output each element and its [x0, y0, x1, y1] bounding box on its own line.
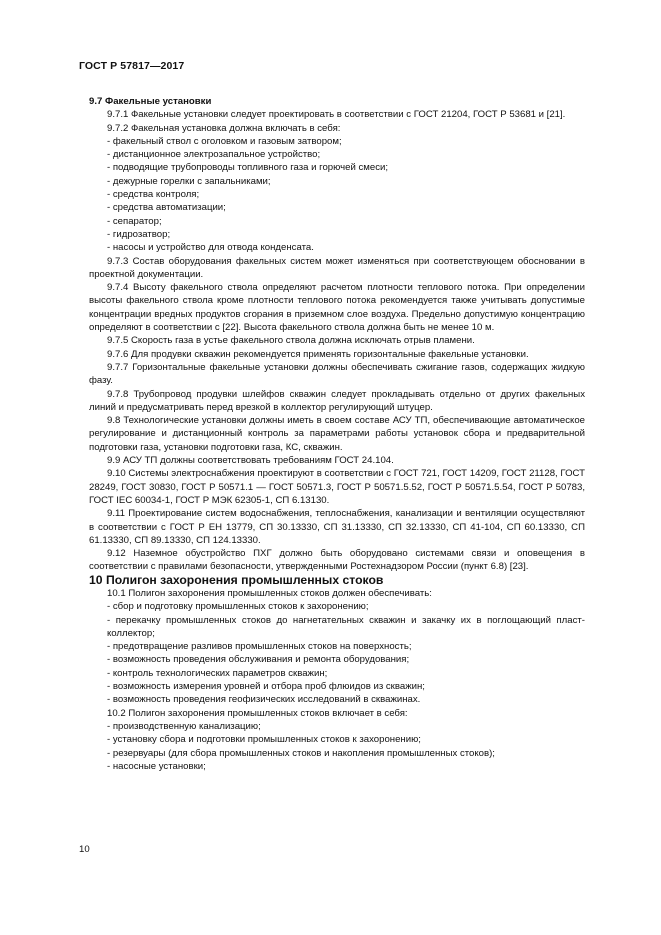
list-item: - резервуары (для сбора промышленных стоков и накопления промышленных стоков); [107, 747, 495, 759]
page-content [89, 95, 585, 773]
list-item: - средства контроля; [107, 189, 200, 201]
list-item: - установку сбора и подготовки промышленных стоков к захоронению; [107, 734, 421, 746]
list-item: - дистанционное электрозапальное устройство; [107, 149, 321, 161]
standard-header: ГОСТ Р 57817—2017 [79, 60, 185, 72]
paragraph-10-2: 10.2 Полигон захоронения промышленных стоков включает в себя: [107, 707, 408, 719]
list-item: - средства автоматизации; [107, 202, 226, 214]
paragraph-9-7-5: 9.7.5 Скорость газа в устье факельного ствола должна исключать отрыв пламени. [107, 335, 475, 347]
list-item: - сбор и подготовку промышленных стоков к захоронению; [107, 601, 369, 613]
paragraph-9-11: 9.11 Проектирование систем водоснабжения, теплоснабжения, канализации и вентиляции осуществляют в соответствии с ГОСТ Р ЕН 13779, СП 30.13330, СП 31.13330, СП 32.13330, СП 41-104, СП 60.13330, СП 61.13330, СП 89.13330, СП 124.13330. [89, 508, 585, 546]
paragraph-9-10: 9.10 Системы электроснабжения проектируют в соответствии с ГОСТ 721, ГОСТ 14209, ГОСТ 21128, ГОСТ 28249, ГОСТ 30830, ГОСТ Р 50571.1 — ГОСТ 50571.3, ГОСТ Р 50571.5.52, ГОСТ Р 50571.5.54, ГОСТ Р 50783, ГОСТ IEC 60034-1, ГОСТ Р МЭК 62305-1, СП 6.13130. [89, 468, 585, 506]
paragraph-9-7-8: 9.7.8 Трубопровод продувки шлейфов скважин следует прокладывать отдельно от других факельных линий и предусматривать перед врезкой в коллектор регулирующий штуцер. [89, 388, 585, 413]
section-heading-10: 10 Полигон захоронения промышленных стоков [89, 572, 384, 587]
list-item: - гидрозатвор; [107, 228, 171, 240]
page-number: 10 [79, 844, 90, 855]
paragraph-9-7-4: 9.7.4 Высоту факельного ствола определяют расчетом плотности теплового потока. При определении высоты факельного ствола кроме плотности теплового потока рекомендуется также учитывать допустимые концентрации вредных продуктов сгорания в приземном слое воздуха. Предельно допустимую концентрацию определяют в соответствии с [22]. Высота факельного ствола должна быть не менее 10 м. [89, 282, 585, 334]
section-heading-9-7: 9.7 Факельные установки [89, 96, 212, 107]
paragraph-9-8: 9.8 Технологические установки должны иметь в своем составе АСУ ТП, обеспечивающие автоматическое регулирование и дистанционный контроль за параметрами работы установок сбора и предварительной подготовки газа, установки подготовки газа, КС, скважин. [89, 415, 585, 453]
list-item: - возможность проведения обслуживания и ремонта оборудования; [107, 654, 410, 666]
paragraph-9-7-1: 9.7.1 Факельные установки следует проектировать в соответствии с ГОСТ 21204, ГОСТ Р 53681 и [21]. [107, 109, 566, 121]
paragraph-9-7-2: 9.7.2 Факельная установка должна включать в себя: [107, 122, 341, 134]
paragraph-9-12: 9.12 Наземное обустройство ПХГ должно быть оборудовано системами связи и оповещения в соответствии с правилами безопасности, утвержденными Ростехнадзором России (пункт 6.8) [23]. [89, 548, 585, 573]
list-item: - перекачку промышленных стоков до нагнетательных скважин и закачку их в поглощающий пласт-коллектор; [107, 614, 585, 639]
paragraph-10-1: 10.1 Полигон захоронения промышленных стоков должен обеспечивать: [107, 587, 432, 599]
list-item: - насосные установки; [107, 760, 206, 772]
list-item: - контроль технологических параметров скважин; [107, 667, 328, 679]
paragraph-9-7-6: 9.7.6 Для продувки скважин рекомендуется применять горизонтальные факельные установки. [107, 348, 529, 360]
list-item: - насосы и устройство для отвода конденсата. [107, 242, 314, 254]
list-item: - предотвращение разливов промышленных стоков на поверхность; [107, 641, 412, 653]
list-item: - производственную канализацию; [107, 720, 261, 732]
paragraph-9-9: 9.9 АСУ ТП должны соответствовать требованиям ГОСТ 24.104. [107, 455, 394, 467]
list-item: - возможность измерения уровней и отбора проб флюидов из скважин; [107, 681, 425, 693]
list-item: - подводящие трубопроводы топливного газа и горючей смеси; [107, 162, 389, 174]
paragraph-9-7-7: 9.7.7 Горизонтальные факельные установки должны обеспечивать сжигание газов, содержащих жидкую фазу. [89, 361, 585, 387]
list-item: - факельный ствол с оголовком и газовым затвором; [107, 135, 342, 147]
list-item: - дежурные горелки с запальниками; [107, 175, 271, 187]
list-item: - возможность проведения геофизических исследований в скважинах. [107, 694, 421, 706]
list-item: - сепаратор; [107, 215, 162, 227]
paragraph-9-7-3: 9.7.3 Состав оборудования факельных систем может изменяться при соответствующем обосновании в проектной документации. [89, 255, 585, 280]
